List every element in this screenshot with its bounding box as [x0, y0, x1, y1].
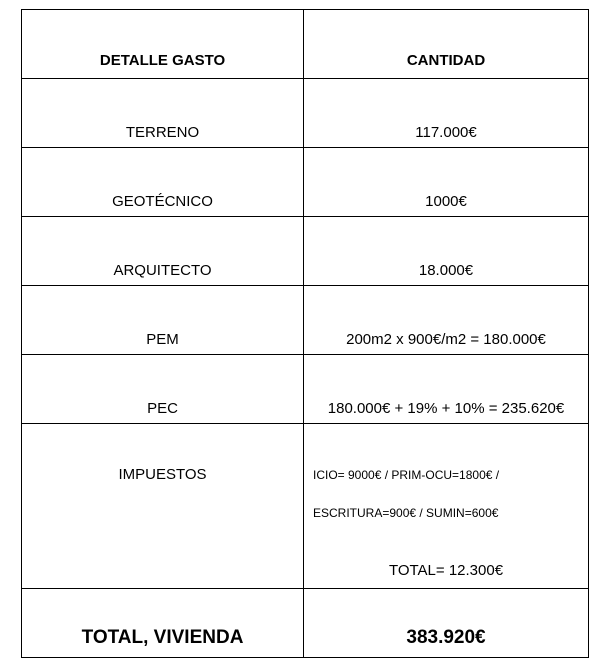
taxes-line-2: ESCRITURA=900€ / SUMIN=600€: [313, 506, 499, 520]
header-concept: DETALLE GASTO: [22, 10, 304, 79]
taxes-concept: IMPUESTOS: [22, 424, 304, 589]
taxes-total: TOTAL= 12.300€: [388, 562, 504, 579]
total-row: [22, 589, 589, 658]
table-header-row: [22, 10, 589, 79]
row-amount: 180.000€ + 19% + 10% = 235.620€: [304, 355, 589, 424]
row-concept: TERRENO: [22, 79, 304, 148]
row-concept: PEC: [22, 355, 304, 424]
taxes-breakdown: [304, 424, 589, 589]
row-concept: ARQUITECTO: [22, 217, 304, 286]
row-amount: 117.000€: [304, 79, 589, 148]
total-amount: 383.920€: [304, 589, 589, 658]
table-row: [22, 355, 589, 424]
header-amount: CANTIDAD: [304, 10, 589, 79]
total-concept: TOTAL, VIVIENDA: [22, 589, 304, 658]
row-concept: PEM: [22, 286, 304, 355]
row-amount: 1000€: [304, 148, 589, 217]
expense-table: [21, 9, 589, 658]
table-row: [22, 286, 589, 355]
taxes-row: [22, 424, 589, 589]
table-row: [22, 217, 589, 286]
table-row: [22, 79, 589, 148]
row-amount: 18.000€: [304, 217, 589, 286]
taxes-line-1: ICIO= 9000€ / PRIM-OCU=1800€ /: [313, 468, 500, 482]
table-row: [22, 148, 589, 217]
row-concept: GEOTÉCNICO: [22, 148, 304, 217]
row-amount: 200m2 x 900€/m2 = 180.000€: [304, 286, 589, 355]
